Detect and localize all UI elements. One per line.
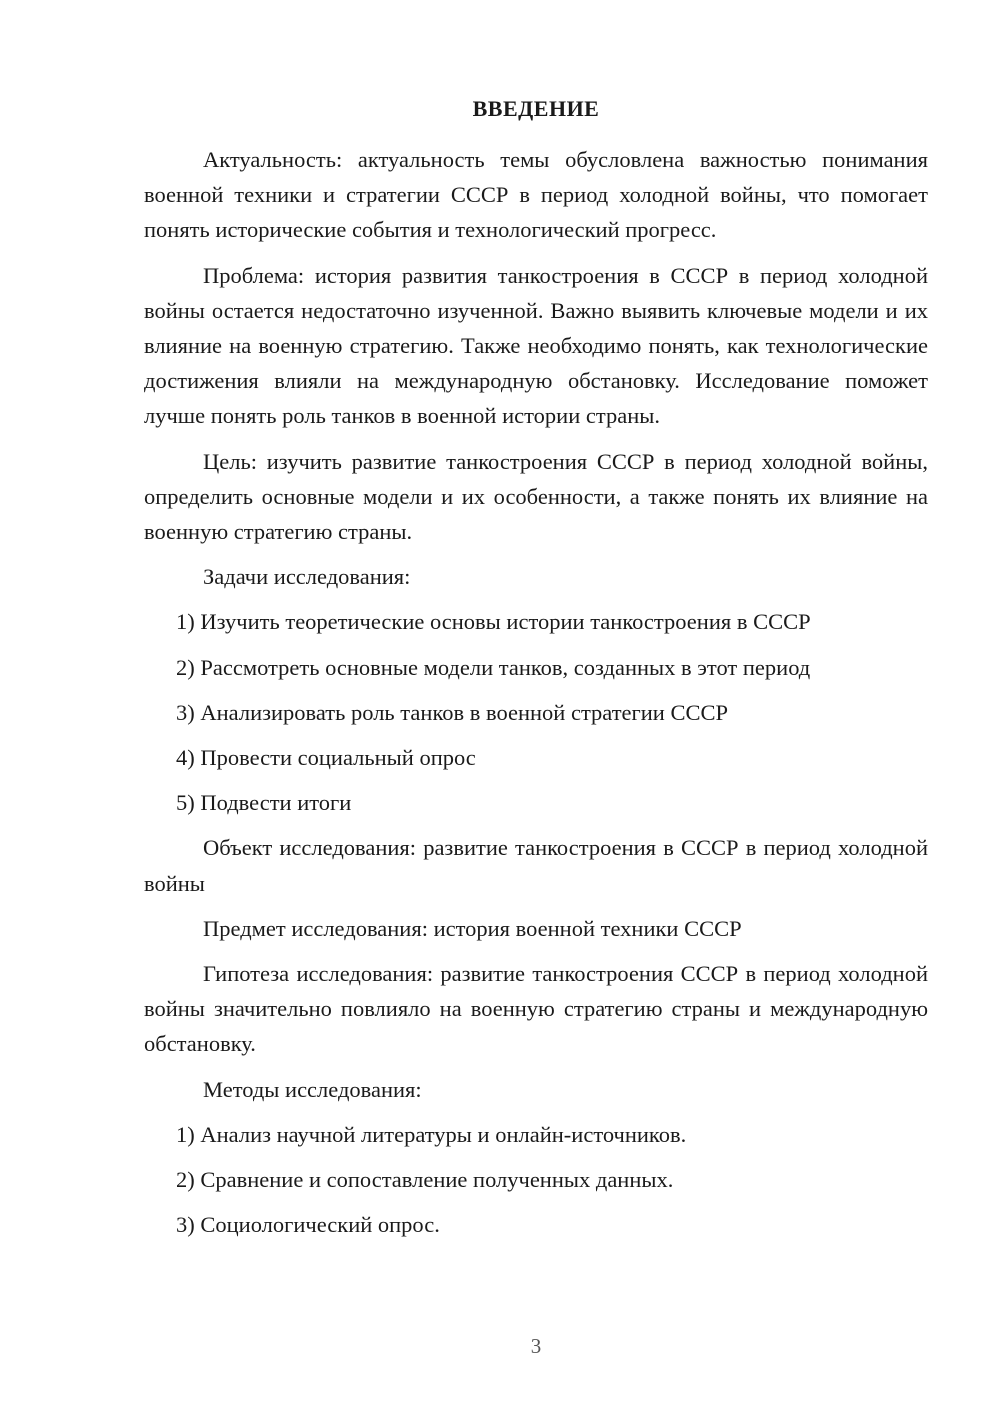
goal-paragraph: Цель: изучить развитие танкостроения СССР в период холодной войны, определить основные модели и их особенности, а также понять их влияние на военную стратегию страны.	[144, 448, 928, 545]
method-item: 1) Анализ научной литературы и онлайн-источников.	[176, 1121, 687, 1147]
methods-heading: Методы исследования:	[203, 1076, 422, 1102]
page-number: 3	[530, 1334, 542, 1358]
task-item: 3) Анализировать роль танков в военной стратегии СССР	[176, 699, 728, 725]
tasks-heading: Задачи исследования:	[203, 564, 411, 590]
page-title: ВВЕДЕНИЕ	[472, 96, 600, 121]
method-item: 3) Социологический опрос.	[176, 1212, 440, 1238]
task-item: 1) Изучить теоретические основы истории танкостроения в СССР	[176, 609, 811, 635]
problem-paragraph: Проблема: история развития танкостроения в СССР в период холодной войны остается недостаточно изученной. Важно выявить ключевые модели и их влияние на военную стратегию. Также необходимо понять, как технологические достижения влияли на международную обстановку. Исследование поможет лучше понять роль танков в военной истории страны.	[144, 262, 928, 429]
task-item: 2) Рассмотреть основные модели танков, созданных в этот период	[176, 654, 811, 680]
hypothesis-paragraph: Гипотеза исследования: развитие танкостроения СССР в период холодной войны значительно повлияло на военную стратегию страны и международную обстановку.	[144, 961, 928, 1057]
method-item: 2) Сравнение и сопоставление полученных данных.	[176, 1167, 674, 1193]
subject-paragraph: Предмет исследования: история военной техники СССР	[203, 915, 742, 941]
task-item: 4) Провести социальный опрос	[176, 745, 476, 771]
object-paragraph: Объект исследования: развитие танкостроения в СССР в период холодной войны	[144, 835, 928, 896]
task-item: 5) Подвести итоги	[176, 790, 352, 816]
relevance-paragraph: Актуальность: актуальность темы обусловлена важностью понимания военной техники и стратегии СССР в период холодной войны, что помогает понять исторические события и технологический прогресс.	[144, 147, 928, 243]
document-body	[144, 142, 928, 1252]
